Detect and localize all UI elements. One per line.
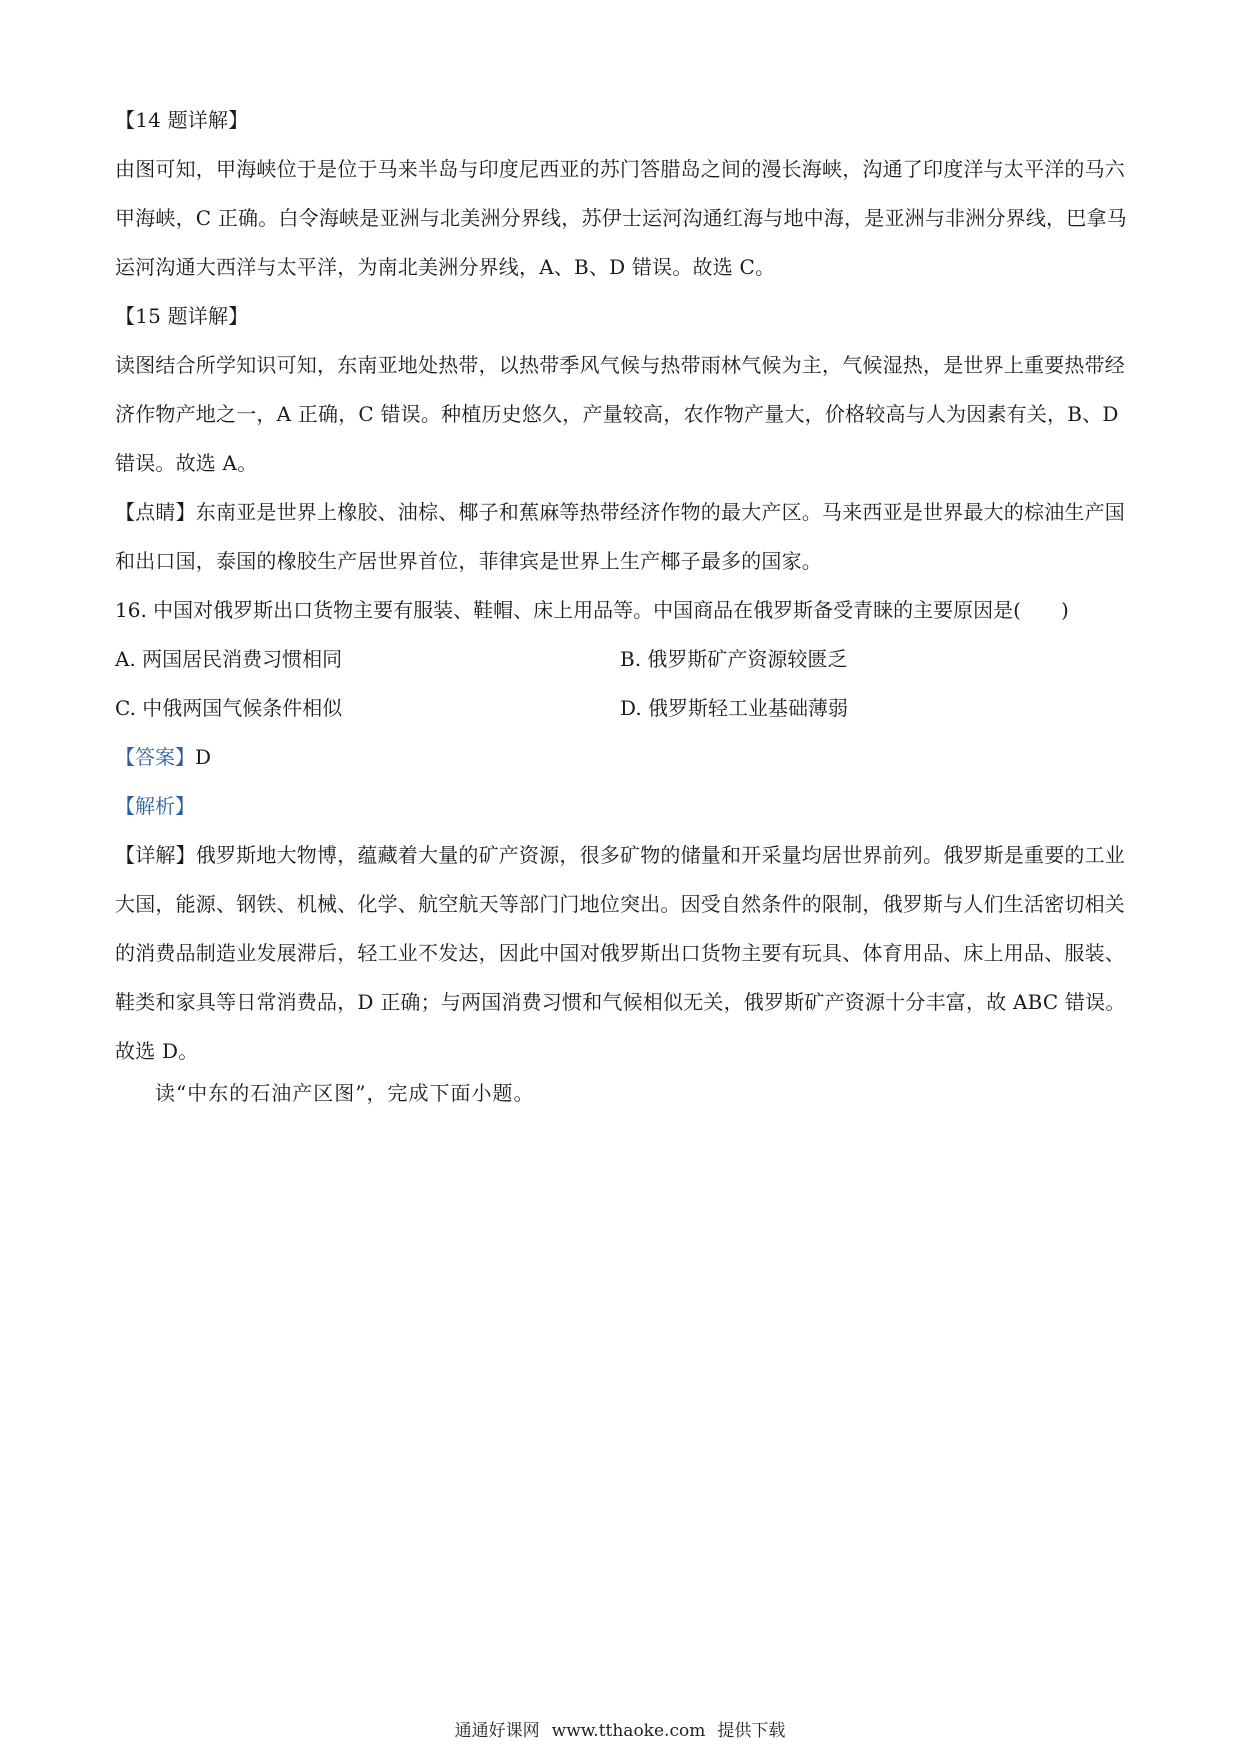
next-question-intro: 读“中东的石油产区图”，完成下面小题。	[155, 1081, 535, 1105]
answer-value: D	[195, 745, 212, 769]
q14-heading: 【14 题详解】	[115, 108, 249, 132]
q16-option-b: B. 俄罗斯矿产资源较匮乏	[620, 647, 848, 671]
q16-detail: 【详解】俄罗斯地大物博，蕴藏着大量的矿产资源，很多矿物的储量和开采量均居世界前列。俄罗斯是重要的工业大国，能源、钢铁、机械、化学、航空航天等部门门地位突出。因受自然条件的限制，俄罗斯与人们生活密切相关的消费品制造业发展滞后，轻工业不发达，因此中国对俄罗斯出口货物主要有玩具、体育用品、床上用品、服装、鞋类和家具等日常消费品，D 正确；与两国消费习惯和气候相似无关，俄罗斯矿产资源十分丰富，故 ABC 错误。故选 D。	[115, 843, 1126, 1063]
q15-tip: 【点睛】东南亚是世界上橡胶、油棕、椰子和蕉麻等热带经济作物的最大产区。马来西亚是世界最大的棕油生产国和出口国，泰国的橡胶生产居世界首位，菲律宾是世界上生产椰子最多的国家。	[115, 500, 1125, 573]
footer-suffix: 提供下载	[717, 1721, 786, 1741]
q14-explanation: 由图可知，甲海峡位于是位于马来半岛与印度尼西亚的苏门答腊岛之间的漫长海峡，沟通了印度洋与太平洋的马六甲海峡，C 正确。白令海峡是亚洲与北美洲分界线，苏伊士运河沟通红海与地中海，是亚洲与非洲分界线，巴拿马运河沟通大西洋与太平洋，为南北美洲分界线，A、B、D 错误。故选 C。	[115, 157, 1127, 279]
q16-question: 16. 中国对俄罗斯出口货物主要有服装、鞋帽、床上用品等。中国商品在俄罗斯备受青睐的主要原因是( )	[115, 598, 1069, 622]
q16-analysis-label: 【解析】	[115, 794, 195, 818]
page-footer	[0, 1716, 1240, 1741]
footer-site-name: 通通好课网	[454, 1721, 540, 1741]
q16-option-c: C. 中俄两国气候条件相似	[115, 696, 343, 720]
q15-explanation: 读图结合所学知识可知，东南亚地处热带，以热带季风气候与热带雨林气候为主，气候湿热，是世界上重要热带经济作物产地之一，A 正确，C 错误。种植历史悠久，产量较高，农作物产量大，价格较高与人为因素有关，B、D 错误。故选 A。	[115, 353, 1125, 475]
q16-option-a: A. 两国居民消费习惯相同	[115, 647, 343, 671]
q16-option-d: D. 俄罗斯轻工业基础薄弱	[620, 696, 849, 720]
footer-url[interactable]: www.tthaoke.com	[551, 1721, 706, 1741]
q16-answer	[115, 733, 211, 782]
answer-label: 【答案】	[115, 745, 195, 769]
q15-heading: 【15 题详解】	[115, 304, 249, 328]
